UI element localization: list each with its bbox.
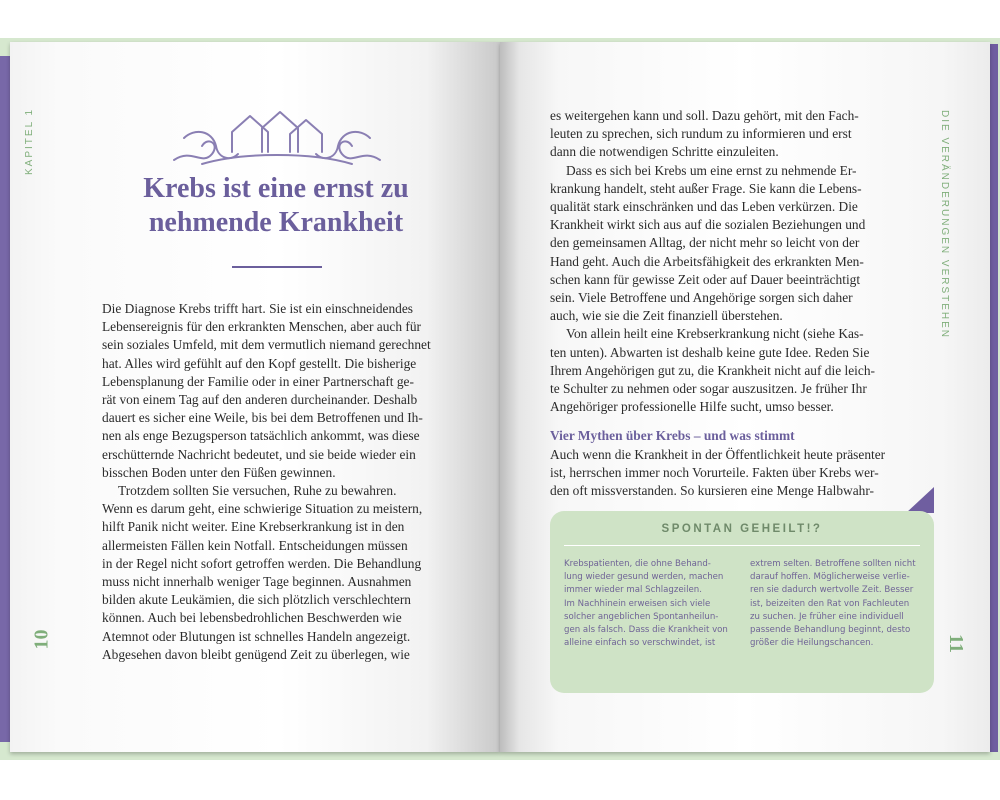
text-line: allermeisten Fällen kein Notfall. Entscheidungen müssen — [102, 537, 408, 553]
box-line: lung wieder gesund werden, machen — [564, 572, 724, 583]
text-line: Atemnot oder Blutungen ist schnelles Handeln angezeigt. — [102, 628, 411, 644]
box-line: größer die Heilungschancen. — [750, 638, 874, 649]
title-divider — [232, 266, 322, 268]
text-line: Wenn es darum geht, eine schwierige Situation zu meistern, — [102, 501, 423, 517]
text-line: sein soziales Umfeld, mit dem vermutlich niemand gerechnet — [102, 337, 431, 353]
box-line: zu suchen. Je früher eine individuell — [750, 611, 904, 622]
text-line: in der Regel nicht sofort getroffen werden. Die Behandlung — [102, 555, 422, 571]
text-line: Trotzdem sollten Sie versuchen, Ruhe zu bewahren. — [118, 483, 397, 499]
text-line: ten unten). Abwarten ist deshalb keine gute Idee. Reden Sie — [550, 344, 870, 360]
page-number-right: 11 — [944, 634, 967, 653]
text-line: Angehöriger professionelle Hilfe sucht, umso besser. — [550, 399, 834, 415]
text-line: es weitergehen kann und soll. Dazu gehört, mit den Fach- — [550, 108, 859, 123]
text-line: nen als enge Bezugsperson tatsächlich ankommt, was diese — [102, 428, 420, 444]
houses-ornament-icon — [172, 108, 382, 168]
text-line: sein. Viele Betroffene und Angehörige sorgen sich daher — [550, 290, 853, 306]
text-line: können. Auch bei lebensbedrohlichen Beschwerden wie — [102, 610, 402, 626]
text-line: hat. Alles wird gefühlt auf den Kopf gestellt. Die bisherige — [102, 355, 417, 371]
text-line: Von allein heilt eine Krebserkrankung nicht (siehe Kas- — [566, 326, 864, 342]
text-line: den oft missverstanden. So kursieren eine Menge Halbwahr- — [550, 483, 874, 499]
title-line: Krebs ist eine ernst zu — [143, 173, 409, 204]
box-line: ren sie dadurch wertvolle Zeit. Besser — [750, 585, 914, 596]
info-box — [550, 511, 934, 693]
text-line: Dass es sich bei Krebs um eine ernst zu nehmende Er- — [566, 162, 857, 178]
title-line: nehmende Krankheit — [148, 207, 404, 238]
text-line: ist, herrschen immer noch Vorurteile. Fakten über Krebs wer- — [550, 465, 879, 481]
text-line: erschütternde Nachricht bedeutet, und sie beide wieder ein — [102, 446, 416, 462]
text-line: leuten zu sprechen, sich rundum zu informieren und erst — [550, 126, 852, 142]
text-line: dann die notwendigen Schritte einzuleiten. — [550, 144, 779, 160]
right-column-text — [550, 107, 898, 416]
text-line: Krankheit wirkt sich aus auf die sozialen Beziehungen und — [550, 217, 866, 233]
box-corner-triangle — [906, 487, 934, 513]
left-column-text — [102, 300, 452, 664]
box-line: extrem selten. Betroffene sollten nicht — [750, 559, 916, 569]
text-line: Hand geht. Auch die Arbeitsfähigkeit des erkrankten Men- — [550, 253, 864, 269]
info-box-column-2 — [750, 558, 918, 650]
box-line: alleine einfach so verschwindet, ist — [564, 638, 716, 649]
text-line: Abgesehen davon bleibt genügend Zeit zu überlegen, wie — [102, 646, 410, 662]
text-line: muss nicht innerhalb weniger Tage beginnen. Ausnahmen — [102, 574, 412, 590]
chapter-title — [100, 172, 452, 240]
right-column-text-continued — [550, 446, 898, 501]
text-line: bisschen Boden unter den Füßen gewinnen. — [102, 464, 336, 480]
text-line: dauert es sicher eine Weile, bis bei dem Betroffenen und Ih- — [102, 410, 423, 426]
info-box-title: SPONTAN GEHEILT!? — [661, 523, 823, 535]
box-line: solcher angeblichen Spontanheilun- — [564, 611, 719, 622]
text-line: te Schulter zu nehmen oder sogar auszusitzen. Je früher Ihr — [550, 381, 867, 397]
text-line: schen kann für gewisse Zeit oder auf Dauer beeinträchtigt — [550, 271, 861, 287]
section-subheading: Vier Mythen über Krebs – und was stimmt — [550, 428, 795, 443]
info-box-column-1 — [564, 558, 732, 650]
box-line: Im Nachhinein erweisen sich viele — [564, 598, 711, 609]
text-line: Lebensereignis für den erkrankten Menschen, aber auch für — [102, 319, 422, 335]
text-line: den gemeinsamen Alltag, der nicht mehr so leicht von der — [550, 235, 860, 251]
info-box-divider — [564, 545, 920, 546]
running-head-left: KAPITEL 1 — [24, 107, 35, 175]
box-line: darauf hoffen. Möglicherweise verlie- — [750, 572, 910, 583]
text-line: Die Diagnose Krebs trifft hart. Sie ist ein einschneidendes — [102, 301, 414, 316]
text-line: Ihrem Angehörigen gut zu, die Krankheit nicht auf die leich- — [550, 362, 875, 378]
box-line: immer wieder mal Schlagzeilen. — [564, 585, 702, 596]
text-line: bilden akute Leukämien, die sich plötzlich verschlechtern — [102, 592, 411, 608]
text-line: qualität stark einschränken und das Leben verkürzen. Die — [550, 199, 858, 215]
text-line: Auch wenn die Krankheit in der Öffentlichkeit heute präsenter — [550, 447, 886, 462]
text-line: auch, wie sie die Zeit finanziell überstehen. — [550, 308, 783, 324]
text-line: rät von einem Tag auf den anderen durcheinander. Deshalb — [102, 392, 418, 408]
box-line: gen als falsch. Dass die Krankheit von — [564, 625, 728, 636]
page-number-left: 10 — [30, 629, 53, 650]
box-line: passende Behandlung beginnt, desto — [750, 625, 911, 636]
text-line: krankung handelt, steht außer Frage. Sie kann die Lebens- — [550, 180, 862, 196]
text-line: Lebensplanung der Familie oder in einer Partnerschaft ge- — [102, 373, 414, 389]
text-line: hilft Panik nicht weiter. Eine Krebserkrankung ist in den — [102, 519, 405, 535]
box-line: ist, beizeiten den Rat von Fachleuten — [750, 598, 910, 609]
box-line: Krebspatienten, die ohne Behand- — [564, 559, 711, 569]
running-head-right: DIE VERÄNDERUNGEN VERSTEHEN — [939, 110, 950, 340]
